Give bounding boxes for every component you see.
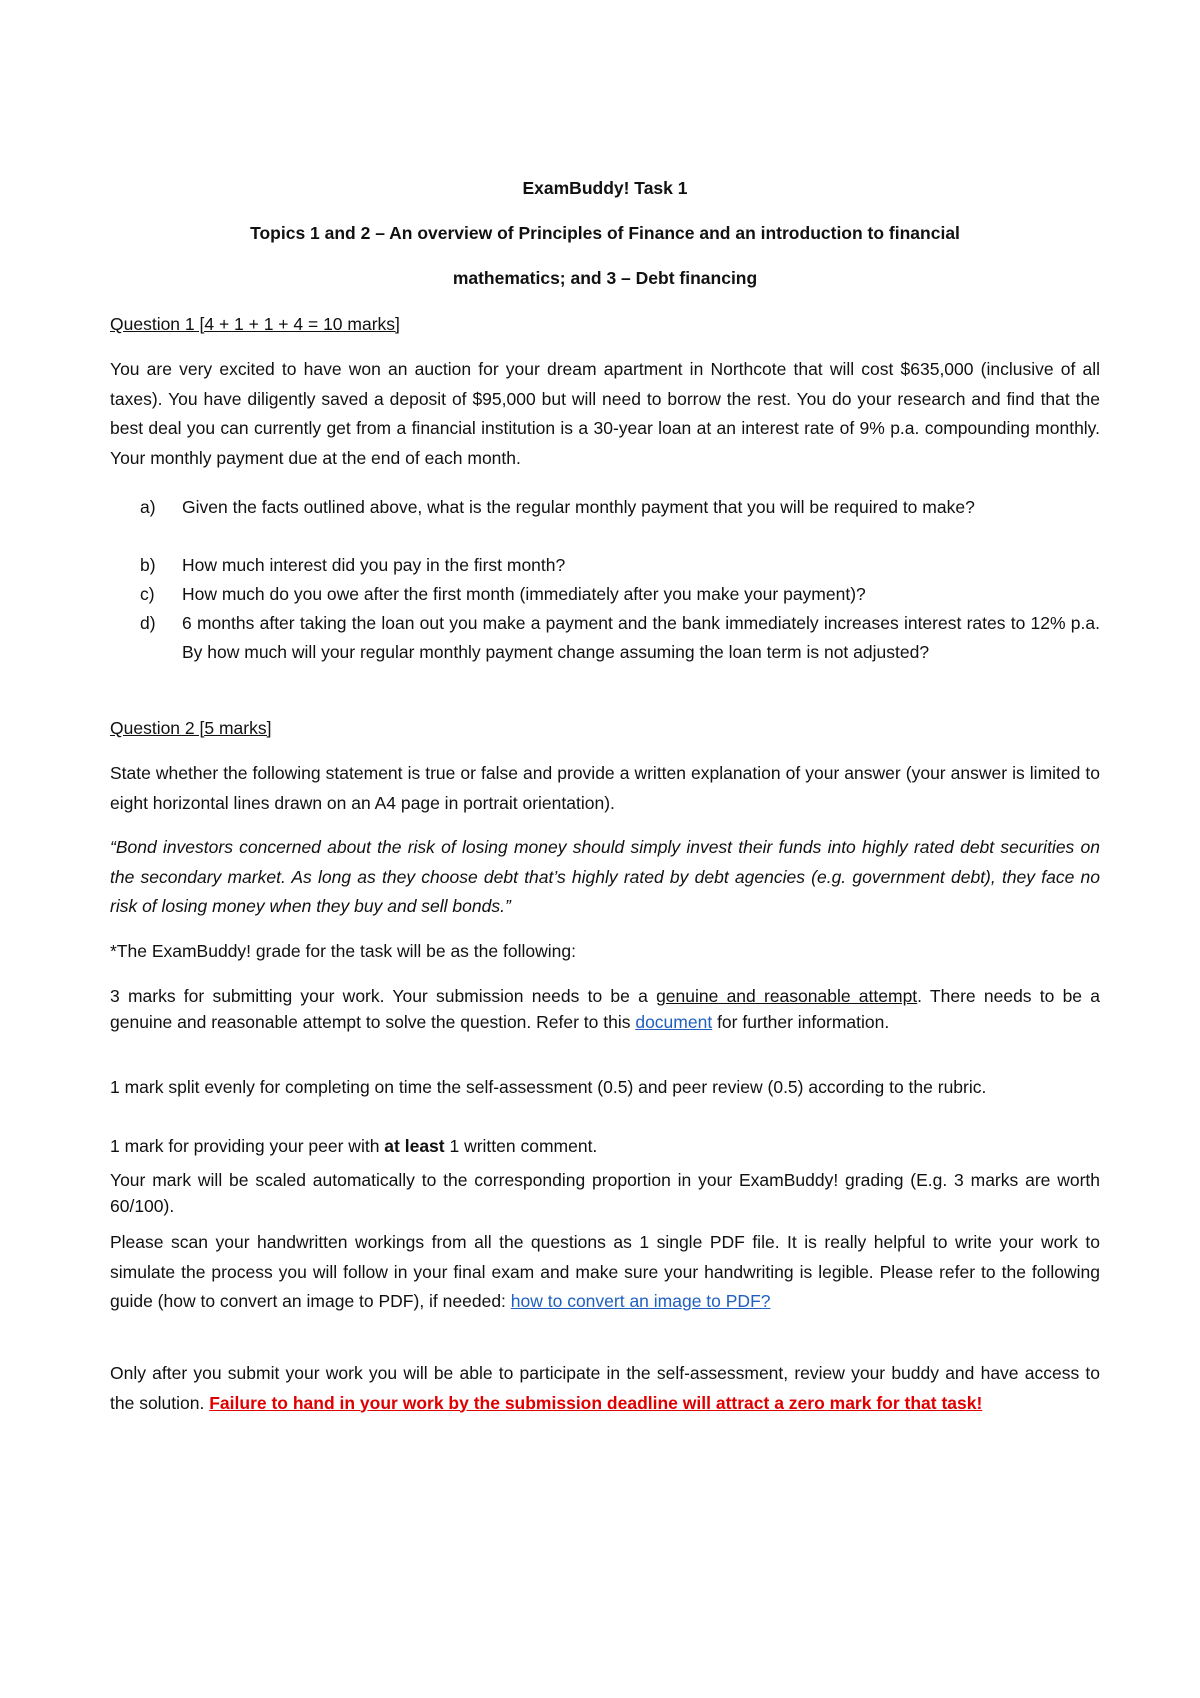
grading-text: . There needs to be a genuine and reasonable attempt to solve the question. Refer to this [110, 986, 1100, 1032]
question2-instruction: State whether the following statement is true or false and provide a written explanation of your answer (your answer is limited to eight horizontal lines drawn on an A4 page in portrait orientation). [110, 763, 1100, 813]
grading-intro: *The ExamBuddy! grade for the task will be as the following: [110, 941, 576, 961]
question1-intro: You are very excited to have won an auction for your dream apartment in Northcote that will cost $635,000 (inclusive of all taxes). You have diligently saved a deposit of $95,000 but will need to borrow the rest. You do your research and find that the best deal you can currently get from a financial institution is a 30-year loan at an interest rate of 9% p.a. compounding monthly. Your monthly payment due at the end of each month. [110, 359, 1100, 468]
submission-notice [110, 1359, 1100, 1418]
question1-part-a [140, 493, 1100, 522]
document-subtitle-line1: Topics 1 and 2 – An overview of Principles of Finance and an introduction to financial [250, 223, 960, 243]
grading-text: 1 mark for providing your peer with [110, 1136, 385, 1156]
grading-text: for further information. [712, 1012, 890, 1032]
grading-self-assessment: 1 mark split evenly for completing on time the self-assessment (0.5) and peer review (0.5) according to the rubric. [110, 1077, 987, 1097]
scan-instructions [110, 1228, 1100, 1317]
grading-text: 3 marks for submitting your work. Your submission needs to be a [110, 986, 657, 1006]
part-label: d) [140, 613, 156, 633]
question1-part-d [140, 609, 1100, 667]
part-label: a) [140, 497, 156, 517]
grading-text: 1 written comment. [444, 1136, 598, 1156]
grading-scaling: Your mark will be scaled automatically to the corresponding proportion in your ExamBuddy! grading (E.g. 3 marks are worth 60/100). [110, 1170, 1100, 1216]
grading-submission-paragraph [110, 983, 1100, 1035]
deadline-warning: Failure to hand in your work by the submission deadline will attract a zero mark for that task! [209, 1392, 983, 1413]
question1-heading: Question 1 [4 + 1 + 1 + 4 = 10 marks] [110, 314, 400, 334]
grading-peer-comment [110, 1133, 1100, 1159]
document-subtitle-line2: mathematics; and 3 – Debt financing [452, 268, 758, 288]
question1-part-c [140, 580, 1100, 609]
convert-image-link[interactable]: how to convert an image to PDF? [510, 1291, 771, 1311]
part-text: How much interest did you pay in the first month? [182, 555, 566, 575]
part-text: Given the facts outlined above, what is the regular monthly payment that you will be required to make? [182, 497, 975, 517]
part-label: b) [140, 555, 156, 575]
question2-quote: “Bond investors concerned about the risk of losing money should simply invest their funds into highly rated debt securities on the secondary market. As long as they choose debt that’s highly rated by debt agencies (e.g. government debt), they face no risk of losing money when they buy and sell bonds.” [110, 837, 1100, 916]
submission-text: Only after you submit your work you will be able to participate in the self-assessment, review your buddy and have access to the solution. [110, 1363, 1100, 1413]
question2-heading: Question 2 [5 marks] [110, 718, 272, 738]
part-text: How much do you owe after the first month (immediately after you make your payment)? [182, 584, 866, 604]
question1-part-b [140, 551, 1100, 580]
genuine-attempt-text: genuine and reasonable attempt [656, 986, 918, 1006]
document-link[interactable]: document [635, 1012, 713, 1032]
scan-text: Please scan your handwritten workings from all the questions as 1 single PDF file. It is really helpful to write your work to simulate the process you will follow in your final exam and make sure your handwriting is legible. Please refer to the following guide (how to convert an image to PDF), if needed: [110, 1232, 1100, 1311]
at-least-text: at least [384, 1136, 445, 1156]
document-title: ExamBuddy! Task 1 [522, 178, 688, 198]
part-label: c) [140, 584, 155, 604]
part-text: 6 months after taking the loan out you make a payment and the bank immediately increases interest rates to 12% p.a. By how much will your regular monthly payment change assuming the loan term is not adjusted? [182, 613, 1100, 662]
